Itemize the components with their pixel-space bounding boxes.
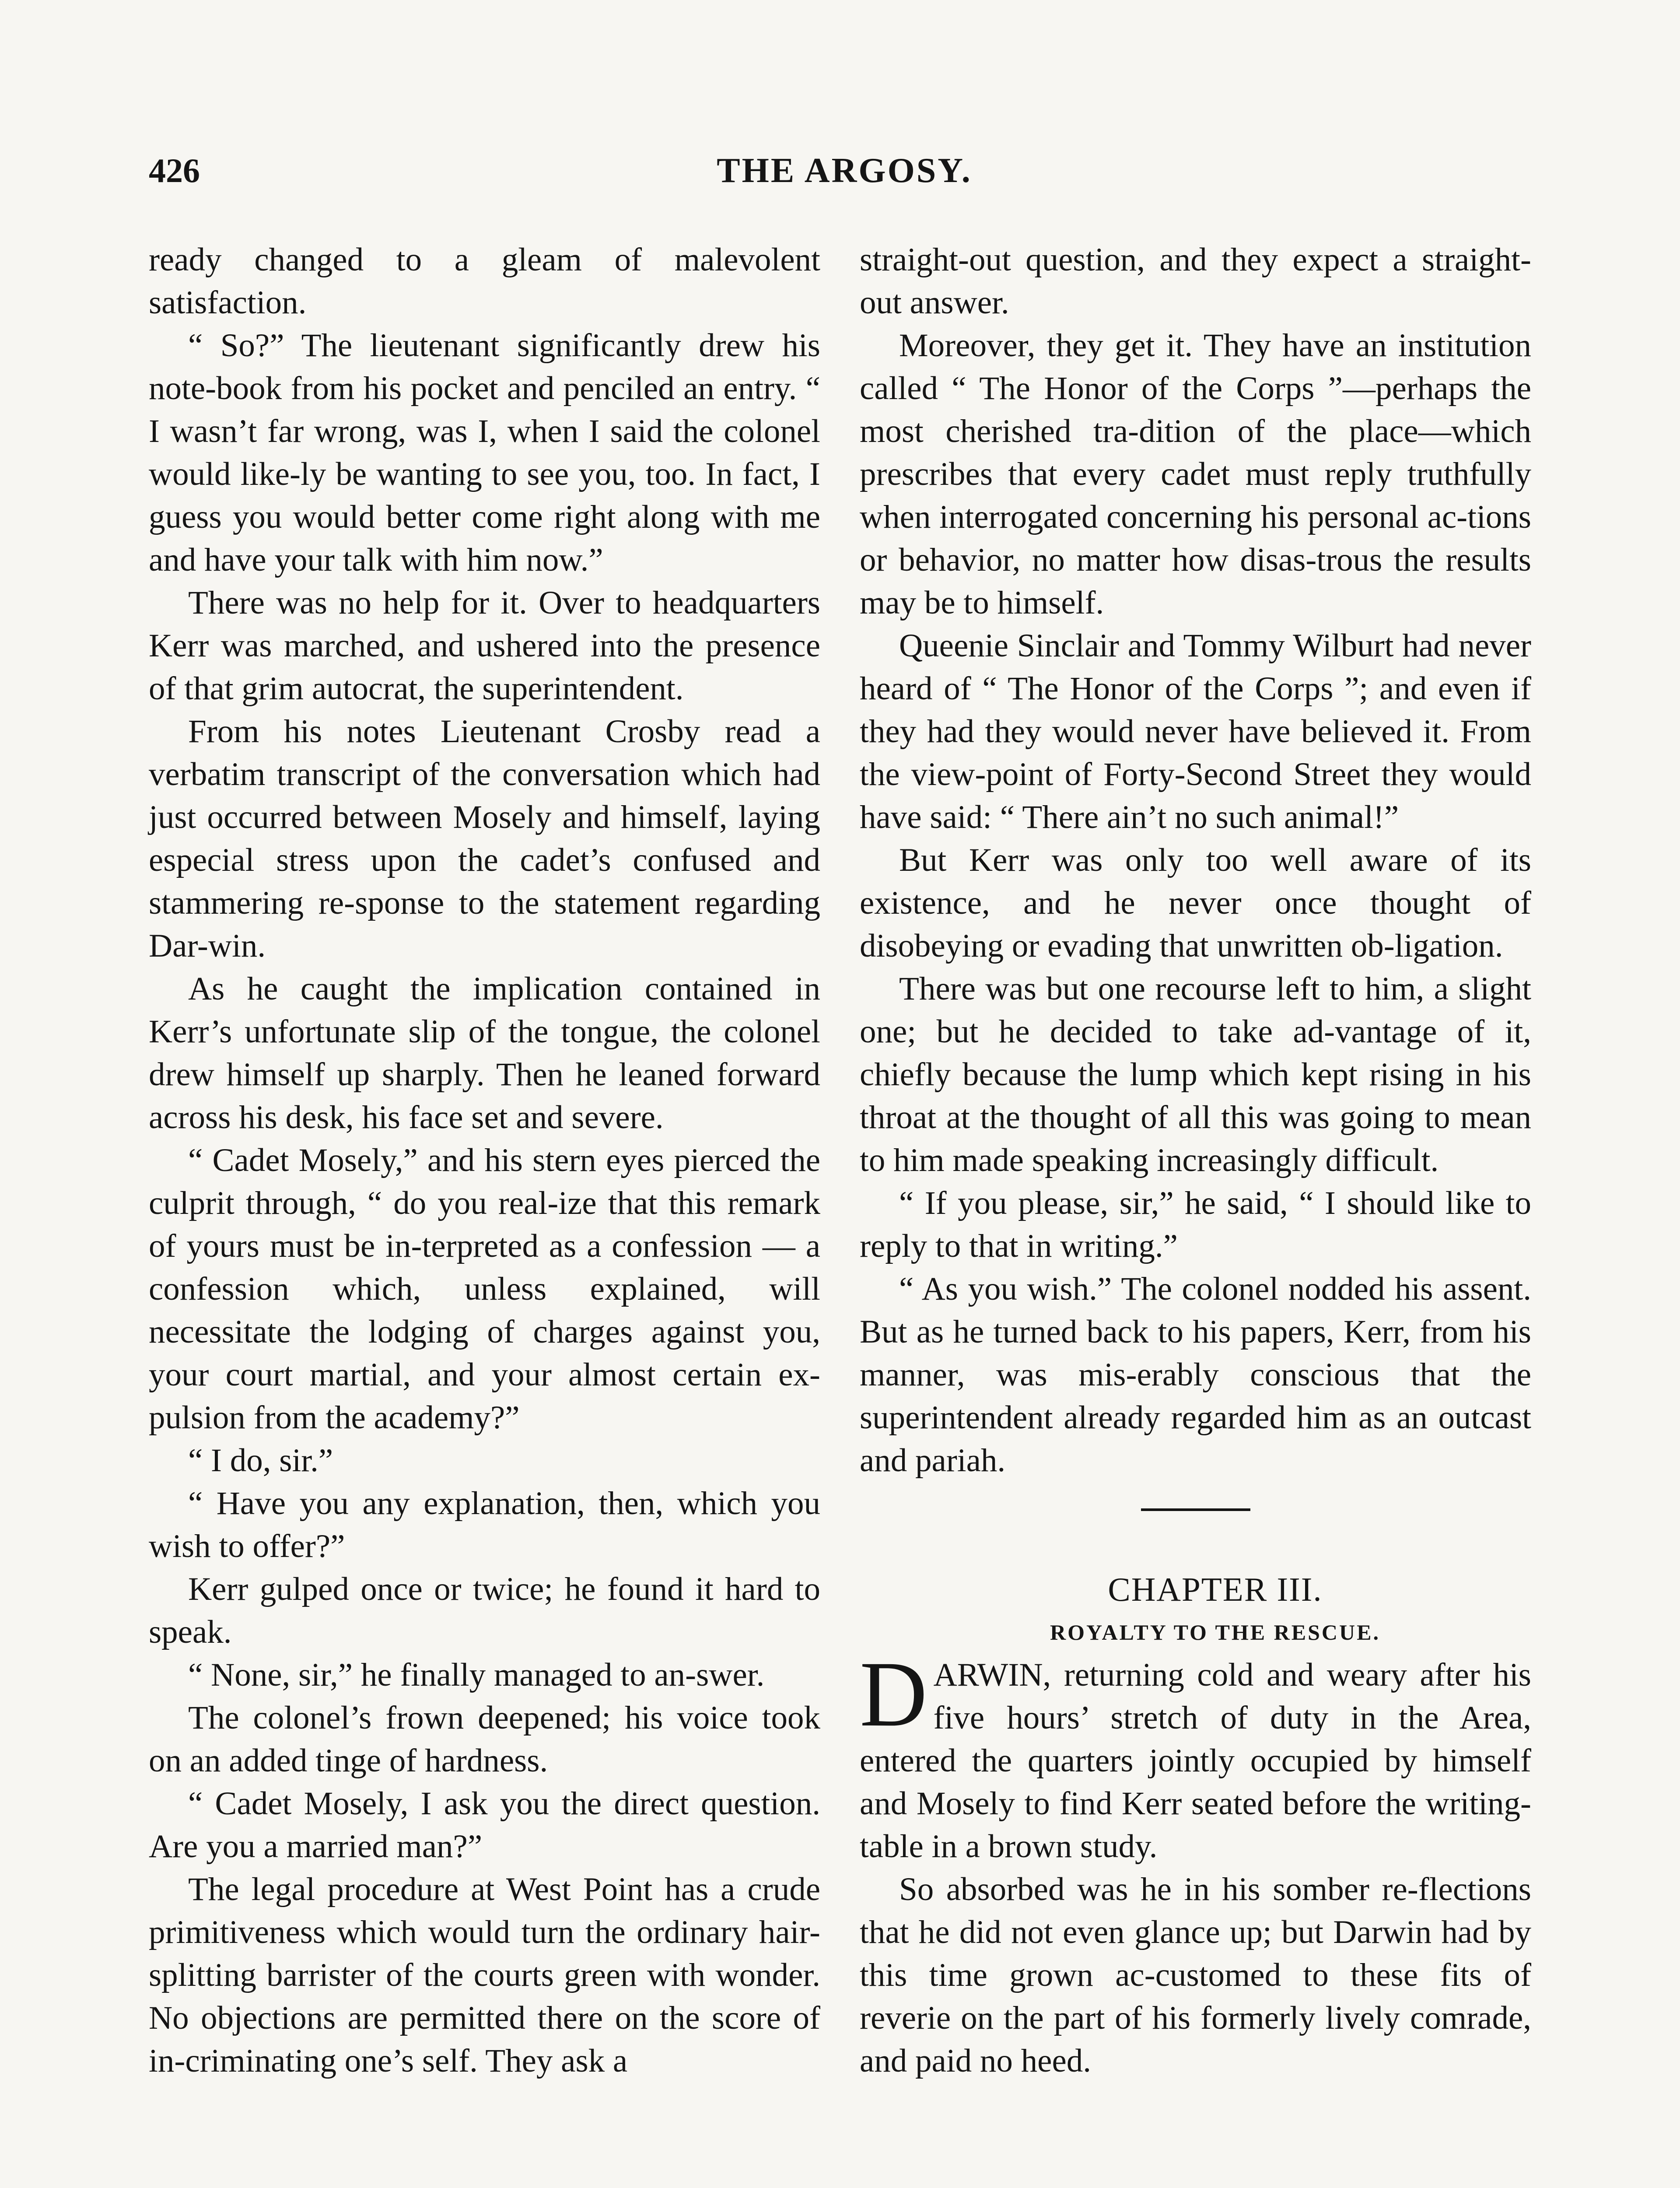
paragraph: So absorbed was he in his somber re-flections that he did not even glance up; but Darwin had by this time grown ac-customed to these fits of reverie on the part of his formerly lively comrade, and paid no heed. <box>860 1871 1531 2079</box>
paragraph: “ Have you any explanation, then, which you wish to offer?” <box>149 1485 820 1564</box>
paragraph: “ Cadet Mosely, I ask you the direct question. Are you a married man?” <box>149 1785 820 1865</box>
chapter-first-paragraph <box>860 1642 1531 1868</box>
paragraph: As he caught the implication contained in Kerr’s unfortunate slip of the tongue, the colonel drew himself up sharply. Then he leaned forward across his desk, his face set and severe. <box>149 971 820 1136</box>
paragraph: But Kerr was only too well aware of its existence, and he never once thought of disobeying or evading that unwritten ob-ligation. <box>860 842 1531 964</box>
paragraph: There was no help for it. Over to headquarters Kerr was marched, and ushered into the presence of that grim autocrat, the superintendent. <box>149 585 820 707</box>
page-number: 426 <box>149 151 200 189</box>
first-paragraph-text: ARWIN, returning cold and weary after his five hours’ stretch of duty in the Area, entered the quarters jointly occupied by himself and Mosely to find Kerr seated before the writing-table in a brown study. <box>860 1657 1531 1865</box>
paragraph: “ I do, sir.” <box>188 1442 333 1479</box>
paragraph: straight-out question, and they expect a straight-out answer. <box>860 242 1531 321</box>
paragraph: “ So?” The lieutenant significantly drew his note-book from his pocket and penciled an entry. “ I wasn’t far wrong, was I, when I said the colonel would like-ly be wanting to see you, too. In fact, I guess you would better come right along with me and have your talk with him now.” <box>149 327 820 578</box>
paragraph: “ Cadet Mosely,” and his stern eyes pierced the culprit through, “ do you real-ize that this remark of yours must be in-terpreted as a confession — a confession which, unless explained, will necessitate the lodging of charges against you, your court martial, and your almost certain ex-pulsion from the academy?” <box>149 1142 820 1436</box>
paragraph: Queenie Sinclair and Tommy Wilburt had never heard of “ The Honor of the Corps ”; and even if they had they would never have believed it. From the view-point of Forty-Second Street they would have said: “ There ain’t no such animal!” <box>860 628 1531 835</box>
paragraph: The colonel’s frown deepened; his voice took on an added tinge of hardness. <box>149 1700 820 1779</box>
section-divider <box>1141 1508 1250 1511</box>
page-header <box>149 151 1540 203</box>
chapter-heading: CHAPTER III. <box>1108 1571 1323 1608</box>
paragraph: ready changed to a gleam of malevolent satisfaction. <box>149 242 820 321</box>
paragraph: “ As you wish.” The colonel nodded his assent. But as he turned back to his papers, Kerr, from his manner, was mis-erably conscious that the superintendent already regarded him as an outcast and pariah. <box>860 1271 1531 1479</box>
paragraph: “ None, sir,” he finally managed to an-swer. <box>188 1657 765 1693</box>
paragraph: Moreover, they get it. They have an institution called “ The Honor of the Corps ”—perhaps the most cherished tra-dition of the place—which prescribes that every cadet must reply truthfully when interrogated concerning his personal ac-tions or behavior, no matter how disas-trous the results may be to himself. <box>860 327 1531 621</box>
paragraph: “ If you please, sir,” he said, “ I should like to reply to that in writing.” <box>860 1185 1531 1264</box>
paragraph: From his notes Lieutenant Crosby read a verbatim transcript of the conversation which had just occurred between Mosely and himself, laying especial stress upon the cadet’s confused and stammering re-sponse to the statement regarding Dar-win. <box>149 713 820 964</box>
paragraph: The legal procedure at West Point has a crude primitiveness which would turn the ordinary hair-splitting barrister of the courts green with wonder. No objections are permitted there on the score of in-criminating one’s self. They ask a <box>149 1871 820 2079</box>
chapter-subtitle: ROYALTY TO THE RESCUE. <box>1050 1620 1380 1645</box>
drop-cap: D <box>860 1642 928 1746</box>
left-column <box>149 238 820 2083</box>
paragraph: There was but one recourse left to him, a slight one; but he decided to take ad-vantage of it, chiefly because the lump which kept rising in his throat at the thought of all this was going to mean to him made speaking increasingly difficult. <box>860 971 1531 1178</box>
paragraph: Kerr gulped once or twice; he found it hard to speak. <box>149 1571 820 1650</box>
right-column <box>860 238 1531 2083</box>
running-title: THE ARGOSY. <box>717 151 972 190</box>
